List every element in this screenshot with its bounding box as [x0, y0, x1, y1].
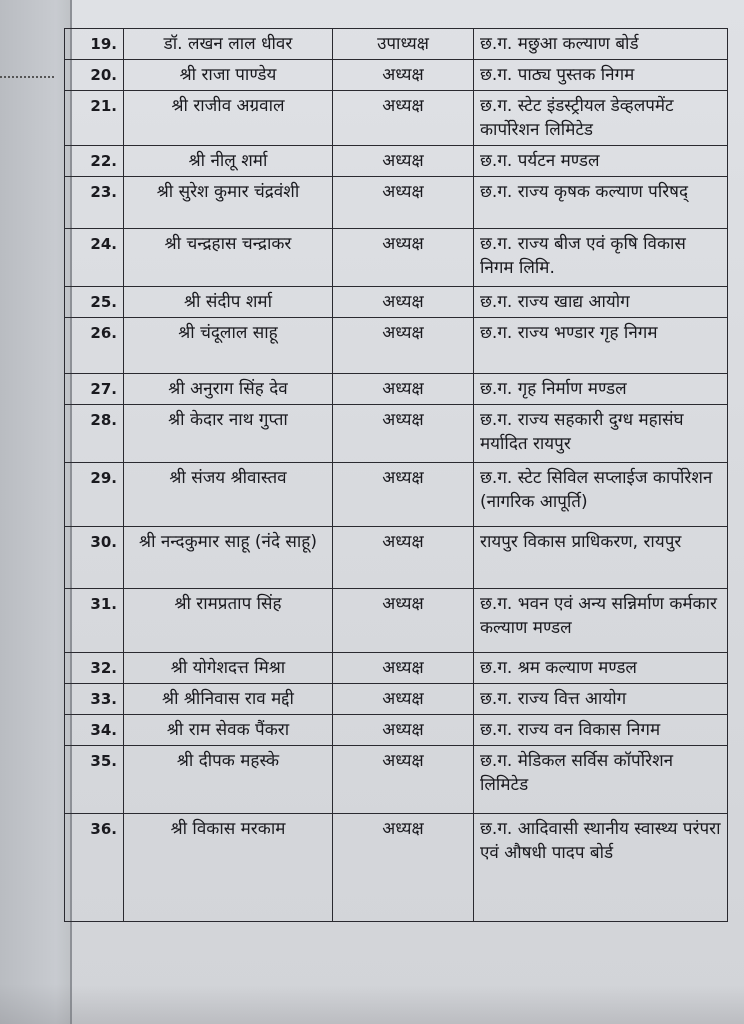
post-cell: अध्यक्ष	[333, 318, 474, 374]
name-cell: श्री संजय श्रीवास्तव	[124, 463, 333, 527]
serial-number-cell: 30.	[65, 527, 124, 589]
post-cell: अध्यक्ष	[333, 60, 474, 91]
table-row	[65, 287, 728, 318]
post-cell: उपाध्यक्ष	[333, 29, 474, 60]
name-cell: श्री राम सेवक पैंकरा	[124, 715, 333, 746]
post-cell: अध्यक्ष	[333, 589, 474, 653]
name-cell: श्री चन्द्रहास चन्द्राकर	[124, 229, 333, 287]
post-cell: अध्यक्ष	[333, 527, 474, 589]
post-cell: अध्यक्ष	[333, 374, 474, 405]
table-row	[65, 318, 728, 374]
name-cell: श्री संदीप शर्मा	[124, 287, 333, 318]
table-row	[65, 29, 728, 60]
organization-cell: छ.ग. राज्य वन विकास निगम	[474, 715, 728, 746]
table-row	[65, 177, 728, 229]
post-cell: अध्यक्ष	[333, 814, 474, 922]
post-cell: अध्यक्ष	[333, 229, 474, 287]
serial-number-cell: 19.	[65, 29, 124, 60]
table-body	[65, 29, 728, 922]
organization-cell: छ.ग. श्रम कल्याण मण्डल	[474, 653, 728, 684]
serial-number-cell: 32.	[65, 653, 124, 684]
serial-number-cell: 21.	[65, 91, 124, 146]
table-row	[65, 527, 728, 589]
serial-number-cell: 27.	[65, 374, 124, 405]
serial-number-cell: 20.	[65, 60, 124, 91]
organization-cell: छ.ग. मछुआ कल्याण बोर्ड	[474, 29, 728, 60]
table-row	[65, 653, 728, 684]
table-row	[65, 589, 728, 653]
organization-cell: छ.ग. मेडिकल सर्विस कॉर्पोरेशन लिमिटेड	[474, 746, 728, 814]
background-page-edge	[0, 0, 70, 1024]
name-cell: श्री राजीव अग्रवाल	[124, 91, 333, 146]
serial-number-cell: 35.	[65, 746, 124, 814]
serial-number-cell: 22.	[65, 146, 124, 177]
name-cell: श्री रामप्रताप सिंह	[124, 589, 333, 653]
table-row	[65, 746, 728, 814]
organization-cell: छ.ग. राज्य वित्त आयोग	[474, 684, 728, 715]
organization-cell: छ.ग. राज्य बीज एवं कृषि विकास निगम लिमि.	[474, 229, 728, 287]
organization-cell: छ.ग. राज्य सहकारी दुग्ध महासंघ मर्यादित रायपुर	[474, 405, 728, 463]
dotted-line	[0, 76, 54, 78]
page-shadow	[0, 984, 744, 1024]
table-row	[65, 146, 728, 177]
organization-cell: छ.ग. गृह निर्माण मण्डल	[474, 374, 728, 405]
serial-number-cell: 29.	[65, 463, 124, 527]
organization-cell: छ.ग. पर्यटन मण्डल	[474, 146, 728, 177]
organization-cell: रायपुर विकास प्राधिकरण, रायपुर	[474, 527, 728, 589]
post-cell: अध्यक्ष	[333, 653, 474, 684]
name-cell: श्री नीलू शर्मा	[124, 146, 333, 177]
name-cell: श्री विकास मरकाम	[124, 814, 333, 922]
organization-cell: छ.ग. आदिवासी स्थानीय स्वास्थ्य परंपरा एवं औषधी पादप बोर्ड	[474, 814, 728, 922]
name-cell: श्री दीपक महस्के	[124, 746, 333, 814]
name-cell: श्री चंदूलाल साहू	[124, 318, 333, 374]
name-cell: श्री केदार नाथ गुप्ता	[124, 405, 333, 463]
serial-number-cell: 31.	[65, 589, 124, 653]
table-row	[65, 60, 728, 91]
appointments-table	[64, 28, 728, 922]
name-cell: डॉ. लखन लाल धीवर	[124, 29, 333, 60]
name-cell: श्री श्रीनिवास राव मद्दी	[124, 684, 333, 715]
table-row	[65, 814, 728, 922]
table-row	[65, 715, 728, 746]
organization-cell: छ.ग. राज्य भण्डार गृह निगम	[474, 318, 728, 374]
name-cell: श्री सुरेश कुमार चंद्रवंशी	[124, 177, 333, 229]
post-cell: अध्यक्ष	[333, 91, 474, 146]
post-cell: अध्यक्ष	[333, 146, 474, 177]
serial-number-cell: 36.	[65, 814, 124, 922]
serial-number-cell: 24.	[65, 229, 124, 287]
organization-cell: छ.ग. राज्य कृषक कल्याण परिषद्	[474, 177, 728, 229]
post-cell: अध्यक्ष	[333, 287, 474, 318]
serial-number-cell: 33.	[65, 684, 124, 715]
serial-number-cell: 23.	[65, 177, 124, 229]
table-row	[65, 229, 728, 287]
serial-number-cell: 34.	[65, 715, 124, 746]
table-row	[65, 374, 728, 405]
serial-number-cell: 26.	[65, 318, 124, 374]
post-cell: अध्यक्ष	[333, 684, 474, 715]
organization-cell: छ.ग. राज्य खाद्य आयोग	[474, 287, 728, 318]
table-row	[65, 405, 728, 463]
organization-cell: छ.ग. पाठ्य पुस्तक निगम	[474, 60, 728, 91]
serial-number-cell: 28.	[65, 405, 124, 463]
organization-cell: छ.ग. स्टेट इंडस्ट्रीयल डेव्हलपमेंट कार्पोरेशन लिमिटेड	[474, 91, 728, 146]
post-cell: अध्यक्ष	[333, 177, 474, 229]
post-cell: अध्यक्ष	[333, 746, 474, 814]
name-cell: श्री राजा पाण्डेय	[124, 60, 333, 91]
post-cell: अध्यक्ष	[333, 463, 474, 527]
organization-cell: छ.ग. स्टेट सिविल सप्लाईज कार्पोरेशन (नागरिक आपूर्ति)	[474, 463, 728, 527]
name-cell: श्री योगेशदत्त मिश्रा	[124, 653, 333, 684]
table-row	[65, 463, 728, 527]
serial-number-cell: 25.	[65, 287, 124, 318]
post-cell: अध्यक्ष	[333, 405, 474, 463]
table-row	[65, 684, 728, 715]
post-cell: अध्यक्ष	[333, 715, 474, 746]
name-cell: श्री नन्दकुमार साहू (नंदे साहू)	[124, 527, 333, 589]
table-row	[65, 91, 728, 146]
name-cell: श्री अनुराग सिंह देव	[124, 374, 333, 405]
organization-cell: छ.ग. भवन एवं अन्य सन्निर्माण कर्मकार कल्याण मण्डल	[474, 589, 728, 653]
